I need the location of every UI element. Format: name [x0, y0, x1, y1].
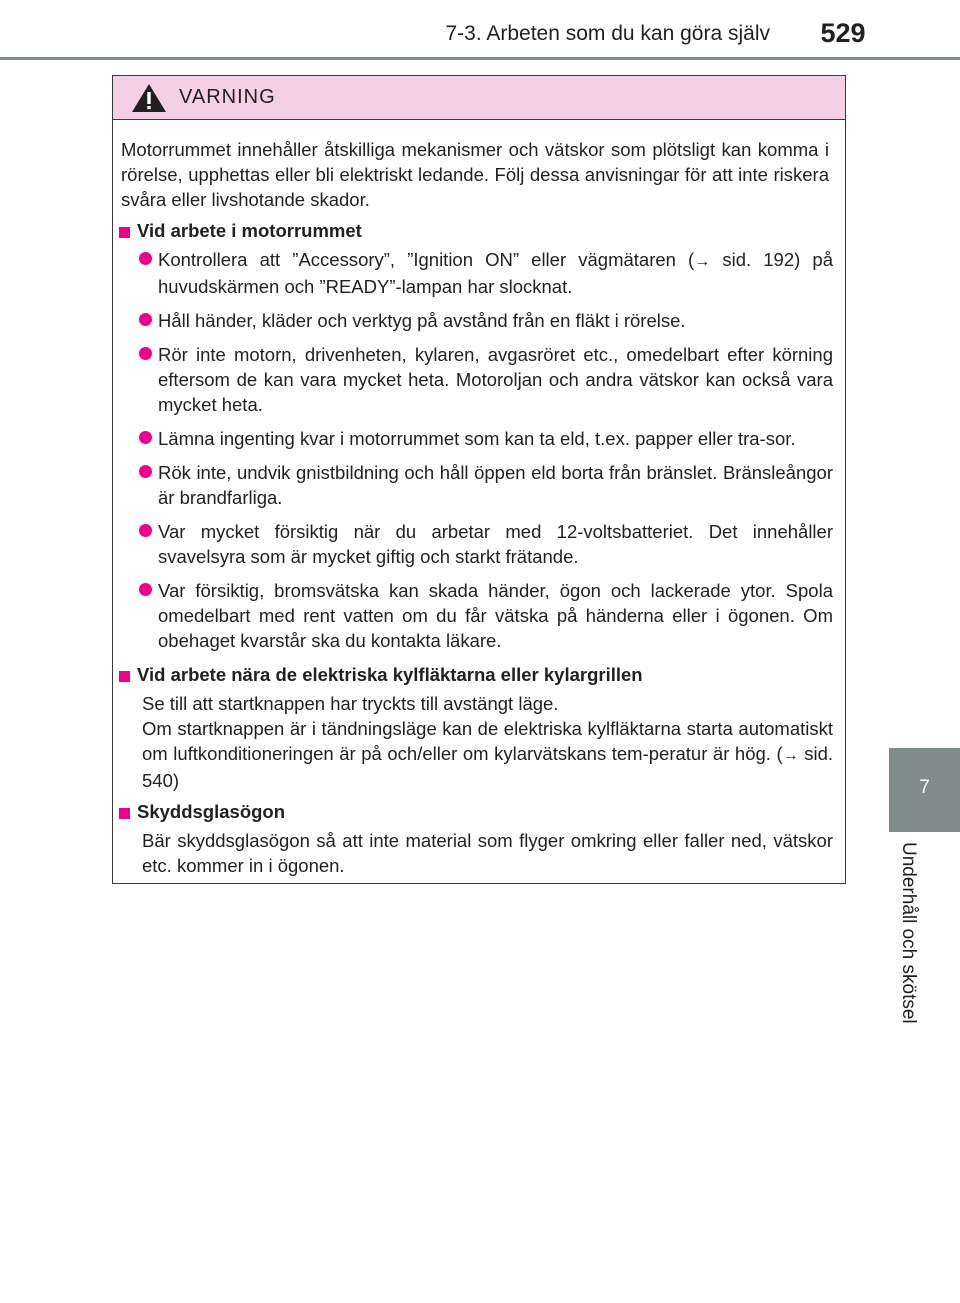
section-safety-glasses [121, 799, 833, 878]
paragraph: Se till att startknappen har tryckts till avstängt läge. [142, 693, 559, 714]
bullet-dot-icon [139, 583, 152, 596]
bullet-dot-icon [139, 347, 152, 360]
section-cooling-fans [121, 662, 833, 793]
warning-title: VARNING [179, 86, 276, 108]
chapter-title: Underhåll och skötsel [898, 842, 919, 1024]
arrow-icon: → [694, 253, 711, 270]
square-bullet-icon [119, 671, 130, 682]
list-item: Lämna ingenting kvar i motorrummet som kan ta eld, t.ex. papper eller tra-sor. [139, 426, 833, 451]
warning-triangle-icon [131, 83, 167, 113]
section-heading: Vid arbete i motorrummet [119, 218, 833, 243]
warning-header [113, 76, 845, 120]
list-item: Rör inte motorn, drivenheten, kylaren, avgasröret etc., omedelbart efter körning eftersom de kan vara mycket heta. Motoroljan och andra vätskor kan också vara mycket heta. [139, 342, 833, 417]
warning-body [113, 120, 845, 878]
paragraph: Bär skyddsglasögon så att inte material som flyger omkring eller faller ned, vätskor etc. kommer in i ögonen. [142, 830, 833, 876]
list-item: Var försiktig, bromsvätska kan skada händer, ögon och lackerade ytor. Spola omedelbart med rent vatten om du får vätska på händerna eller i ögonen. Om obehaget kvarstår ska du kontakta läkare. [139, 578, 833, 653]
bullet-dot-icon [139, 524, 152, 537]
section-engine-compartment [121, 218, 833, 653]
list-item: Håll händer, kläder och verktyg på avstånd från en fläkt i rörelse. [139, 308, 833, 333]
section-heading: Vid arbete nära de elektriska kylfläktarna eller kylargrillen [119, 662, 833, 687]
bullet-dot-icon [139, 313, 152, 326]
bullet-dot-icon [139, 431, 152, 444]
arrow-icon: → [782, 747, 799, 764]
paragraph: Om startknappen är i tändningsläge kan de elektriska kylfläktarna starta automatiskt om luftkonditioneringen är på och/eller om kylarvätskans tem-peratur är hög. (→ sid. 540) [142, 718, 834, 791]
chapter-tab[interactable] [889, 748, 960, 832]
page-number: 529 [820, 18, 866, 48]
warning-box [112, 75, 846, 884]
list-item: Kontrollera att ”Accessory”, ”Ignition ON” eller vägmätaren (→ sid. 192) på huvudskärmen och ”READY”-lampan har slocknat. [139, 247, 833, 299]
chapter-number: 7 [919, 777, 930, 798]
square-bullet-icon [119, 808, 130, 819]
bullet-dot-icon [139, 252, 152, 265]
section-title: 7-3. Arbeten som du kan göra själv [445, 22, 770, 45]
square-bullet-icon [119, 227, 130, 238]
header-divider [0, 57, 960, 60]
list-item: Rök inte, undvik gnistbildning och håll öppen eld borta från bränslet. Bränsleångor är brandfarliga. [139, 460, 833, 510]
bullet-dot-icon [139, 465, 152, 478]
list-item: Var mycket försiktig när du arbetar med 12-voltsbatteriet. Det innehåller svavelsyra som är mycket giftig och starkt frätande. [139, 519, 833, 569]
section-heading: Skyddsglasögon [119, 799, 833, 824]
warning-intro: Motorrummet innehåller åtskilliga mekanismer och vätskor som plötsligt kan komma i rörelse, upphettas eller bli elektriskt ledande. Följ dessa anvisningar för att inte riskera svåra eller livshotande skador. [121, 139, 829, 210]
